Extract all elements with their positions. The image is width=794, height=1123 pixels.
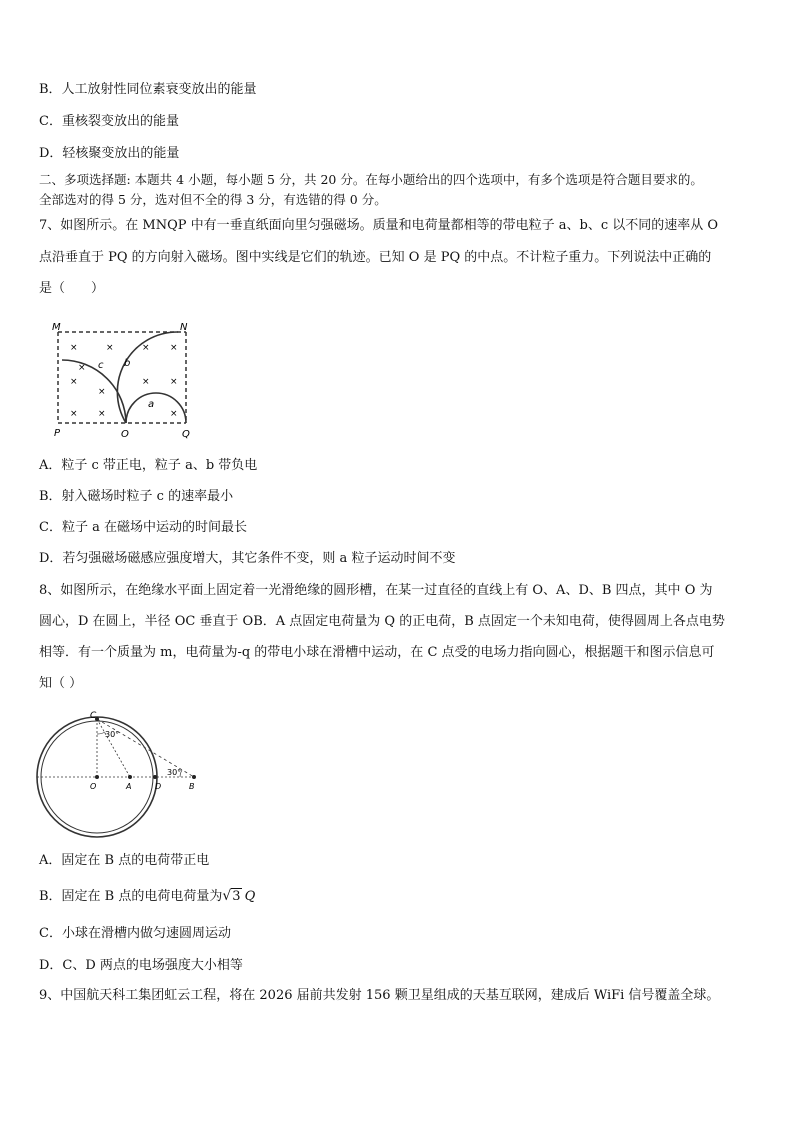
q7-stem-line2: 点沿垂直于 PQ 的方向射入磁场。图中实线是它们的轨迹。已知 O 是 PQ 的中点。不计粒子重力。下列说法中正确的 <box>39 250 712 265</box>
q7-field-mark: × <box>70 377 78 387</box>
q7-stem-line3: 是（ ） <box>39 281 105 296</box>
q8-point-b <box>192 775 196 779</box>
q7-option-c: C．粒子 a 在磁场中运动的时间最长 <box>39 520 247 535</box>
q8-stem-line3: 相等．有一个质量为 m，电荷量为-q 的带电小球在滑槽中运动，在 C 点受的电场力指向圆心，根据题干和图示信息可 <box>39 645 715 660</box>
q8-label-D: D <box>155 782 162 791</box>
q8-line-ca <box>97 719 130 777</box>
q7-stem-line1: 7、如图所示。在 MNQP 中有一垂直纸面向里匀强磁场。质量和电荷量都相等的带电粒子 a、b、c 以不同的速率从 O <box>39 218 719 233</box>
q7-field-mark: × <box>78 363 86 373</box>
q8-stem-line2: 圆心，D 在圆上，半径 OC 垂直于 OB．A 点固定电荷量为 Q 的正电荷，B 点固定一个未知电荷，使得圆周上各点电势 <box>39 614 725 629</box>
q7-field-mark: × <box>170 343 178 353</box>
q8-stem-line4: 知（ ） <box>39 676 83 691</box>
q7-label-Q: Q <box>182 429 190 440</box>
q7-label-N: N <box>180 322 188 333</box>
q8-label-O: O <box>90 782 97 791</box>
q8-point-o <box>95 775 99 779</box>
q8-option-a: A．固定在 B 点的电荷带正电 <box>39 853 210 868</box>
q7-label-b: b <box>124 358 131 369</box>
sqrt-sign: √ <box>222 888 232 904</box>
q7-field-mark: × <box>106 343 114 353</box>
q7-figure <box>50 318 210 443</box>
q8-angle-label-1: 30° <box>105 730 120 739</box>
q7-field-mark: × <box>142 377 150 387</box>
q8-figure <box>34 710 204 840</box>
option-c-prev: C．重核裂变放出的能量 <box>39 114 179 129</box>
q7-field-mark: × <box>70 343 78 353</box>
q7-label-M: M <box>52 322 61 333</box>
q8-angle-arc-c <box>97 732 105 734</box>
q8-label-C: C <box>90 711 97 721</box>
q8-option-b <box>39 887 255 906</box>
q8-option-c: C．小球在滑槽内做匀速圆周运动 <box>39 926 231 941</box>
q7-field-mark: × <box>170 409 178 419</box>
section-header-line2: 全部选对的得 5 分，选对但不全的得 3 分，有选错的得 0 分。 <box>39 192 387 207</box>
q7-option-a: A．粒子 c 带正电，粒子 a、b 带负电 <box>39 458 258 473</box>
q7-field-mark: × <box>70 409 78 419</box>
q8-option-b-radicand: 3 <box>232 889 241 904</box>
q8-option-d: D．C、D 两点的电场强度大小相等 <box>39 958 243 973</box>
q9-stem-line1: 9、中国航天科工集团虹云工程，将在 2026 届前共发射 156 颗卫星组成的天基互联网，建成后 WiFi 信号覆盖全球。 <box>39 988 720 1003</box>
q8-label-A: A <box>126 782 132 791</box>
q7-option-b: B．射入磁场时粒子 c 的速率最小 <box>39 489 234 504</box>
q7-label-a: a <box>148 399 155 410</box>
q7-field-mark: × <box>142 343 150 353</box>
q7-label-P: P <box>54 428 61 439</box>
q8-option-b-q: Q <box>244 889 256 904</box>
q7-label-O: O <box>121 429 129 440</box>
section-header-line1: 二、多项选择题: 本题共 4 小题，每小题 5 分，共 20 分。在每小题给出的四个选项中，有多个选项是符合题目要求的。 <box>39 172 703 187</box>
q8-figure-svg <box>34 710 204 840</box>
q8-stem-line1: 8、如图所示，在绝缘水平面上固定着一光滑绝缘的圆形槽，在某一过直径的直线上有 O、A、D、B 四点，其中 O 为 <box>39 583 713 598</box>
q8-option-b-text: B．固定在 B 点的电荷电荷量为 <box>39 889 223 904</box>
q7-label-c: c <box>98 360 104 371</box>
q7-option-d: D．若匀强磁场磁感应强度增大，其它条件不变，则 a 粒子运动时间不变 <box>39 551 456 566</box>
q7-field-mark: × <box>98 409 106 419</box>
q7-figure-svg <box>50 318 210 443</box>
option-b-prev: B．人工放射性同位素衰变放出的能量 <box>39 82 257 97</box>
q8-label-B: B <box>189 782 195 791</box>
q7-field-mark: × <box>170 377 178 387</box>
option-d-prev: D．轻核聚变放出的能量 <box>39 146 180 161</box>
q8-point-d <box>153 775 157 779</box>
q8-angle-label-2: 30° <box>167 768 182 777</box>
q8-point-a <box>128 775 132 779</box>
q7-field-mark: × <box>98 387 106 397</box>
